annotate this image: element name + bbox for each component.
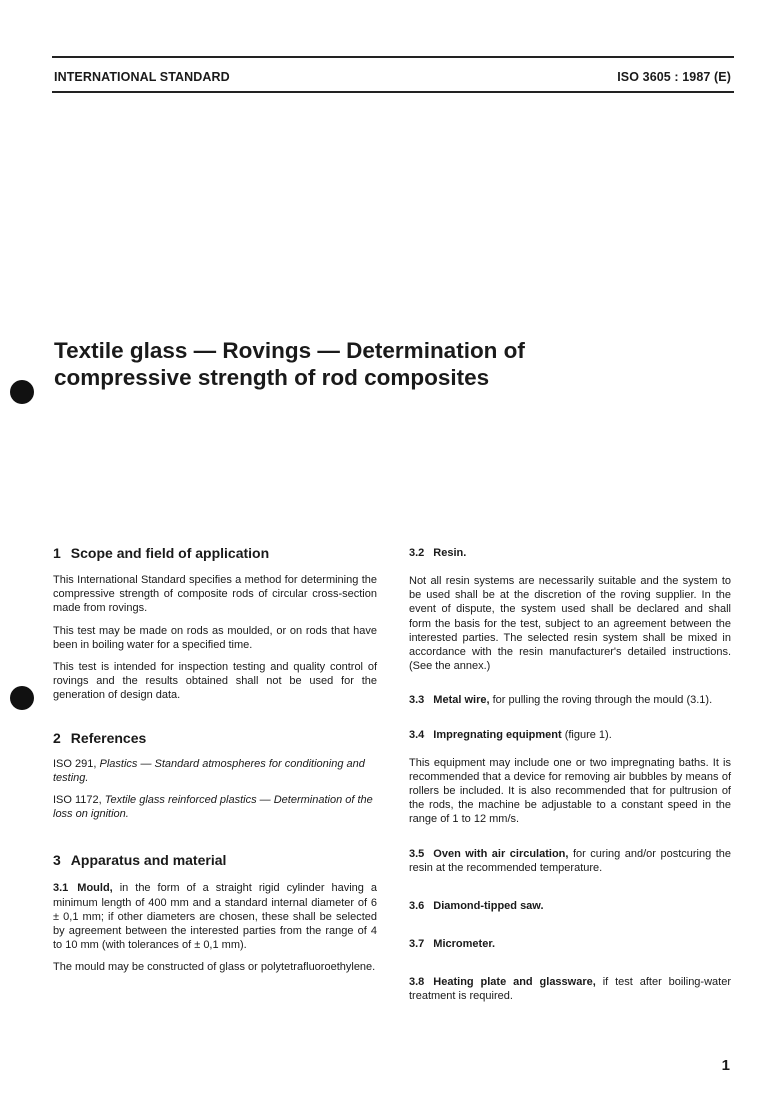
right-column	[409, 544, 731, 1003]
reference-iso-291: ISO 291, Plastics — Standard atmospheres for conditioning and testing.	[53, 757, 365, 784]
reference-iso-1172: ISO 1172, Textile glass reinforced plastics — Determination of the loss on ignition.	[53, 794, 373, 821]
top-rule	[52, 56, 734, 58]
clause-3-1-paragraph: The mould may be constructed of glass or polytetrafluoroethylene.	[53, 961, 376, 974]
clause-3-5-oven: 3.5 Oven with air circulation, for curing and/or postcuring the resin at the recommended temperature.	[409, 847, 731, 874]
clause-3-4-heading: 3.4 Impregnating equipment (figure 1).	[409, 728, 612, 741]
section-1-paragraph: This International Standard specifies a method for determining the compressive strength of composite rods of circular cross-section made from rovings.	[53, 574, 377, 615]
clause-3-4-paragraph: This equipment may include one or two impregnating baths. It is recommended that a device for removing air bubbles by means of rollers be included. It is also recommended that for pultrusion of the rods, the machine be adjustable to a constant speed in the range of 1 to 12 mm/s.	[409, 756, 731, 826]
section-1-paragraph: This test may be made on rods as moulded, or on rods that have been in boiling water for a specified time.	[53, 624, 377, 651]
clause-3-1-mould: 3.1 Mould, in the form of a straight rigid cylinder having a minimum length of 400 mm and a standard internal diameter of 6 ± 0,1 mm; if other diameters are chosen, these shall be selected by agreement between the interested parties from the range of 4 to 10 mm (with tolerances of ± 0,1 mm).	[53, 882, 377, 952]
clause-3-6-heading: 3.6 Diamond-tipped saw.	[409, 900, 544, 913]
left-column	[53, 544, 377, 975]
document-title	[54, 337, 694, 391]
clause-3-8-heating-plate: 3.8 Heating plate and glassware, if test after boiling-water treatment is required.	[409, 976, 731, 1003]
header-underline	[52, 91, 734, 93]
title-line-1: Textile glass — Rovings — Determination of	[54, 338, 525, 363]
section-1-heading: 1 Scope and field of application	[53, 545, 270, 561]
clause-3-2-heading: 3.2 Resin.	[409, 547, 467, 559]
clause-3-7-heading: 3.7 Micrometer.	[409, 938, 496, 951]
margin-bullet-mark	[10, 686, 34, 710]
section-3-heading: 3 Apparatus and material	[53, 852, 227, 869]
clause-3-3-metal-wire: 3.3 Metal wire, for pulling the roving through the mould (3.1).	[409, 694, 713, 707]
section-2-heading: 2 References	[53, 729, 147, 746]
header-standard-number: ISO 3605 : 1987 (E)	[617, 70, 731, 84]
header-standard-type: INTERNATIONAL STANDARD	[54, 70, 230, 84]
title-line-2: compressive strength of rod composites	[54, 365, 490, 390]
section-1-paragraph: This test is intended for inspection testing and quality control of rovings and the results obtained shall not be used for the generation of design data.	[53, 661, 377, 702]
clause-3-2-paragraph: Not all resin systems are necessarily suitable and the system to be used shall be at the discretion of the roving supplier. In the event of dispute, the system used shall be declared and shall form the basis for the test, subject to an agreement between the interested parties. The selected resin system shall be mixed in accordance with the resin manufacturer's detailed instructions. (See the annex.)	[409, 575, 731, 673]
page-number: 1	[721, 1057, 730, 1074]
margin-bullet-mark	[10, 380, 34, 404]
